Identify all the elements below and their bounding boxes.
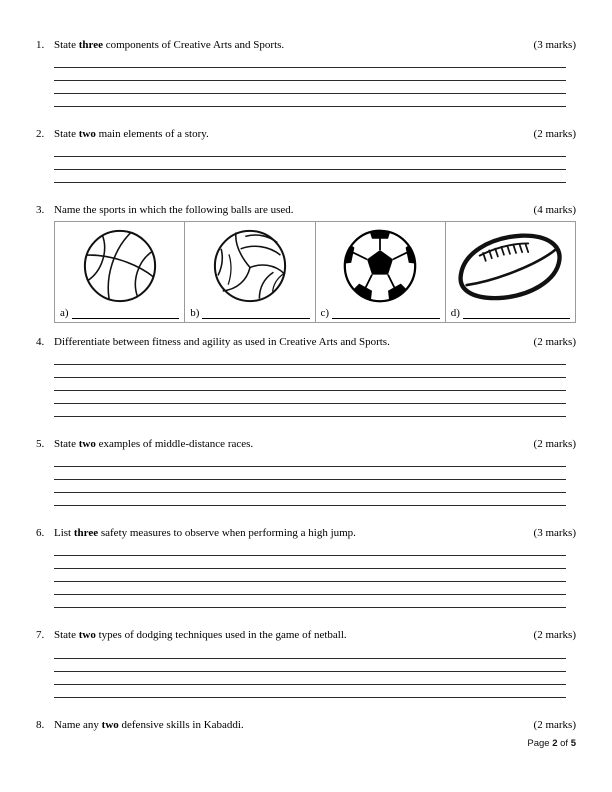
question-text: [54, 38, 534, 52]
answer-line: [54, 144, 566, 157]
question-marks: (2 marks): [533, 336, 576, 349]
question-text: [54, 127, 534, 141]
answer-lines: [54, 144, 566, 183]
question-text: [54, 203, 534, 217]
question-text-part: State: [54, 39, 79, 51]
soccer-ball-image: [321, 225, 440, 307]
question-number: 6.: [36, 527, 45, 540]
answer-line: [54, 365, 566, 378]
question-text-bold: three: [73, 527, 99, 540]
footer-total-pages: 5: [570, 737, 576, 749]
question-2: [36, 127, 576, 183]
question-text: [54, 628, 534, 642]
ball-cell-a: [54, 221, 185, 323]
question-text: [54, 526, 534, 540]
answer-line: [54, 672, 566, 685]
basketball-image: [60, 225, 179, 307]
question-text-part: State: [54, 438, 79, 451]
question-4: [36, 335, 576, 417]
question-6: [36, 526, 576, 608]
question-text-bold: two: [78, 438, 96, 451]
answer-line: [54, 68, 566, 81]
answer-line: [54, 493, 566, 506]
ball-answer-line: [202, 308, 309, 319]
ball-images-table: [54, 221, 576, 323]
question-text-part: State: [54, 629, 79, 642]
answer-line: [54, 467, 566, 480]
rugby-ball-image: [451, 225, 570, 307]
question-number: 8.: [36, 718, 45, 731]
question-8: [36, 718, 576, 732]
answer-line: [54, 543, 566, 556]
question-marks: (4 marks): [533, 204, 576, 217]
question-text-bold: two: [78, 128, 96, 141]
question-text-part: main elements of a story.: [95, 128, 209, 141]
answer-line: [54, 454, 566, 467]
answer-line: [54, 81, 566, 94]
question-text-bold: two: [78, 629, 96, 642]
answer-line: [54, 582, 566, 595]
answer-lines: [54, 646, 566, 698]
answer-lines: [54, 543, 566, 608]
question-text-part: defensive skills in Kabaddi.: [118, 718, 244, 731]
question-text-part: types of dodging techniques used in the game of netball.: [95, 629, 347, 642]
question-text-part: examples of middle-distance races.: [95, 438, 254, 451]
volleyball-image: [190, 225, 309, 307]
answer-line: [54, 685, 566, 698]
answer-line: [54, 352, 566, 365]
question-text-part: List: [54, 527, 74, 540]
ball-label: d): [450, 307, 460, 320]
ball-cell-d: [445, 221, 576, 323]
ball-answer-line: [72, 308, 180, 319]
question-3: [36, 203, 576, 323]
question-text-part: Name any: [54, 718, 102, 731]
question-text: [54, 437, 534, 451]
question-number: 5.: [36, 438, 45, 451]
footer-page-label: Page: [527, 737, 553, 749]
question-text-part: State: [54, 128, 79, 141]
ball-cell-c: [315, 221, 446, 323]
question-text-bold: three: [78, 39, 103, 51]
answer-line: [54, 391, 566, 404]
question-text-part: Name the sports in which the following balls are used.: [54, 204, 294, 217]
answer-line: [54, 569, 566, 582]
answer-line: [54, 595, 566, 608]
answer-line: [54, 157, 566, 170]
question-text-part: safety measures to observe when performing a high jump.: [98, 527, 356, 540]
question-1: [36, 38, 576, 107]
footer-page-number: 2: [552, 737, 558, 749]
question-marks: (2 marks): [533, 438, 576, 451]
page-footer: [36, 738, 576, 749]
question-text: [54, 335, 534, 349]
answer-line: [54, 480, 566, 493]
answer-line: [54, 94, 566, 107]
answer-line: [54, 378, 566, 391]
ball-label: b): [190, 307, 200, 320]
question-text: [54, 718, 534, 732]
question-text-part: components of Creative Arts and Sports.: [102, 39, 285, 51]
question-number: 3.: [36, 204, 45, 217]
question-marks: (2 marks): [533, 128, 576, 141]
question-text-bold: two: [101, 718, 119, 731]
ball-answer-line: [332, 308, 440, 319]
ball-answer-line: [463, 308, 570, 319]
answer-lines: [54, 454, 566, 506]
ball-cell-b: [184, 221, 315, 323]
answer-line: [54, 55, 566, 68]
answer-line: [54, 404, 566, 417]
answer-lines: [54, 352, 566, 417]
answer-line: [54, 556, 566, 569]
ball-label: c): [320, 307, 330, 320]
ball-label: a): [60, 307, 69, 320]
question-number: 7.: [36, 629, 45, 642]
answer-line: [54, 659, 566, 672]
answer-line: [54, 646, 566, 659]
question-5: [36, 437, 576, 506]
question-number: 4.: [36, 336, 45, 349]
question-marks: (3 marks): [533, 39, 576, 51]
question-marks: (2 marks): [533, 718, 576, 731]
question-marks: (3 marks): [533, 527, 576, 540]
question-number: 2.: [36, 128, 45, 141]
question-marks: (2 marks): [533, 629, 576, 642]
question-7: [36, 628, 576, 697]
question-text-part: Differentiate between fitness and agility as used in Creative Arts and Sports.: [54, 336, 390, 349]
question-number: 1.: [36, 39, 45, 51]
answer-lines: [54, 55, 566, 107]
footer-of-label: of: [557, 737, 571, 749]
answer-line: [54, 170, 566, 183]
